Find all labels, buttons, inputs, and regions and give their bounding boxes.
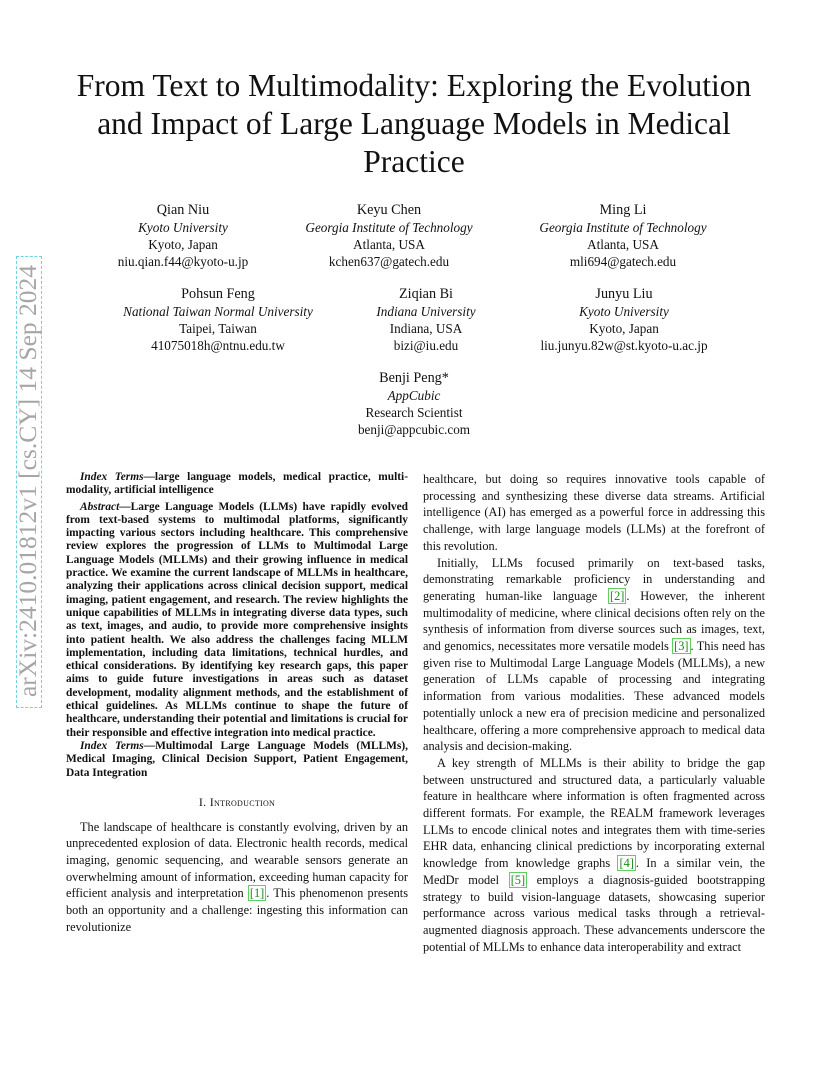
citation-link[interactable]: [2] xyxy=(610,588,625,603)
citation-link[interactable]: [1] xyxy=(249,886,265,901)
citation-link[interactable]: [3] xyxy=(674,639,689,654)
author-name: Pohsun Feng xyxy=(181,286,255,302)
right-column xyxy=(423,471,765,955)
author-name: Ming Li xyxy=(599,202,647,218)
author-location: Research Scientist xyxy=(365,405,463,420)
intro-paragraph-3: A key strength of MLLMs is their ability to bridge the gap between unstructured and structured data, a particularly valuable feature in healthcare where information is often fragmented across different formats. For example, the REALM framework leverages LLMs to encode clinical notes and integrates them with time-series EHR data, enhancing clinical predictions by incorporating external knowledge from knowledge graphs [4] . In a similar vein, the MedDr model [5] employs a diagnosis-guided bootstrapping strategy to build vision-language datasets, showcasing superior performance across various medical tasks through a retrieval-augmented diagnosis approach. These advancements underscore the potential of MLLMs to enhance data interoperability and extract xyxy=(423,755,765,954)
author-block xyxy=(524,286,724,354)
author-affiliation: Kyoto University xyxy=(138,220,228,235)
author-location: Kyoto, Japan xyxy=(589,321,659,336)
author-affiliation: Georgia Institute of Technology xyxy=(305,220,473,235)
arxiv-identifier-text: arXiv:2410.01812v1 [cs.CY] 14 Sep 2024 xyxy=(13,264,42,698)
author-name: Qian Niu xyxy=(156,202,210,218)
index-terms-main: Index Terms—Multimodal Large Language Models (MLLMs), Medical Imaging, Clinical Decision Support, Patient Engagement, Data Integration xyxy=(66,739,408,779)
author-email: kchen637@gatech.edu xyxy=(328,254,450,269)
paper-title: From Text to Multimodality: Exploring the Evolution and Impact of Large Language Models in Medical Practice xyxy=(76,68,752,179)
author-location: Atlanta, USA xyxy=(587,237,659,252)
author-block xyxy=(360,286,492,354)
abstract: Abstract—Large Language Models (LLMs) have rapidly evolved from text-based systems to multimodal platforms, significantly impacting various sectors including healthcare. This comprehensive review explores the progression of LLMs to Multimodal Large Language Models (MLLMs) and their growing influence in medical practice. We examine the current landscape of MLLMs in healthcare, analyzing their applications across clinical decision support, medical imaging, patient engagement, and research. The review highlights the unique capabilities of MLLMs in integrating diverse data types, such as text, images, and audio, to provide more comprehensive insights into patient health. We also address the challenges facing MLLM implementation, including data limitations, technical hurdles, and ethical considerations. By identifying key research gaps, this paper aims to guide future investigations in areas such as dataset development, modality alignment methods, and the establishment of ethical guidelines. As MLLMs continue to shape the future of healthcare, understanding their potential and limitations is crucial for their responsible and effective integration into medical practice. xyxy=(66,500,408,739)
intro-paragraph-2: Initially, LLMs focused primarily on text-based tasks, demonstrating remarkable proficiency in understanding and generating human-like language [2] . However, the inherent multimodality of medicine, where clinical decisions often rely on the synthesis of information from diverse sources such as images, text, and genomics, necessitates more versatile models [3] . This need has given rise to Multimodal Large Language Models (MLLMs), a new generation of LLMs capable of processing and integrating information from various modalities. These advanced models potentially unlock a new era of precision medicine and personalized healthcare, offering a more comprehensive approach to medical data analysis and decision-making. xyxy=(423,555,766,754)
author-affiliation: Georgia Institute of Technology xyxy=(539,220,707,235)
author-name: Keyu Chen xyxy=(356,202,422,218)
intro-paragraph-1: The landscape of healthcare is constantly evolving, driven by an unprecedented explosion of data. Electronic health records, medical imaging, genomic sequencing, and wearable sensors generate an overwhelming amount of information, exceeding human capacity for efficient analysis and interpretation [1] . This phenomenon presents both an opportunity and a challenge: ingesting this information can revolutionize xyxy=(66,819,408,934)
index-terms-keywords: Index Terms—large language models, medical practice, multi-modality, artificial intelligence xyxy=(66,471,408,497)
section-heading-introduction: I. Introduction xyxy=(198,794,276,809)
author-location: Taipei, Taiwan xyxy=(179,321,257,336)
author-block xyxy=(334,370,494,438)
author-name: Benji Peng* xyxy=(379,370,449,386)
author-email: 41075018h@ntnu.edu.tw xyxy=(151,338,285,353)
left-column xyxy=(66,471,408,935)
author-block xyxy=(100,202,266,270)
author-email: mli694@gatech.edu xyxy=(569,254,677,269)
author-affiliation: Indiana University xyxy=(376,304,476,319)
author-affiliation: AppCubic xyxy=(387,388,441,403)
author-name: Ziqian Bi xyxy=(399,286,453,302)
arxiv-identifier[interactable] xyxy=(6,258,50,704)
author-email: benji@appcubic.com xyxy=(357,422,471,437)
author-email: bizi@iu.edu xyxy=(393,338,459,353)
author-location: Kyoto, Japan xyxy=(148,237,218,252)
citation-link[interactable]: [5] xyxy=(510,872,526,887)
author-name: Junyu Liu xyxy=(595,286,653,302)
author-block xyxy=(110,286,326,354)
intro-paragraph-1-continued: healthcare, but doing so requires innovative tools capable of processing and synthesizing these diverse data streams. Artificial intelligence (AI) has emerged as a powerful force in addressing this challenge, with large language models (LLMs) at the forefront of this revolution. xyxy=(423,472,765,553)
author-email: niu.qian.f44@kyoto-u.jp xyxy=(117,254,249,269)
author-block xyxy=(518,202,728,270)
author-affiliation: Kyoto University xyxy=(579,304,669,319)
author-affiliation: National Taiwan Normal University xyxy=(123,304,313,319)
author-location: Indiana, USA xyxy=(389,321,463,336)
author-block xyxy=(290,202,488,270)
citation-link[interactable]: [4] xyxy=(619,856,634,871)
author-email: liu.junyu.82w@st.kyoto-u.ac.jp xyxy=(540,338,708,353)
author-location: Atlanta, USA xyxy=(353,237,425,252)
